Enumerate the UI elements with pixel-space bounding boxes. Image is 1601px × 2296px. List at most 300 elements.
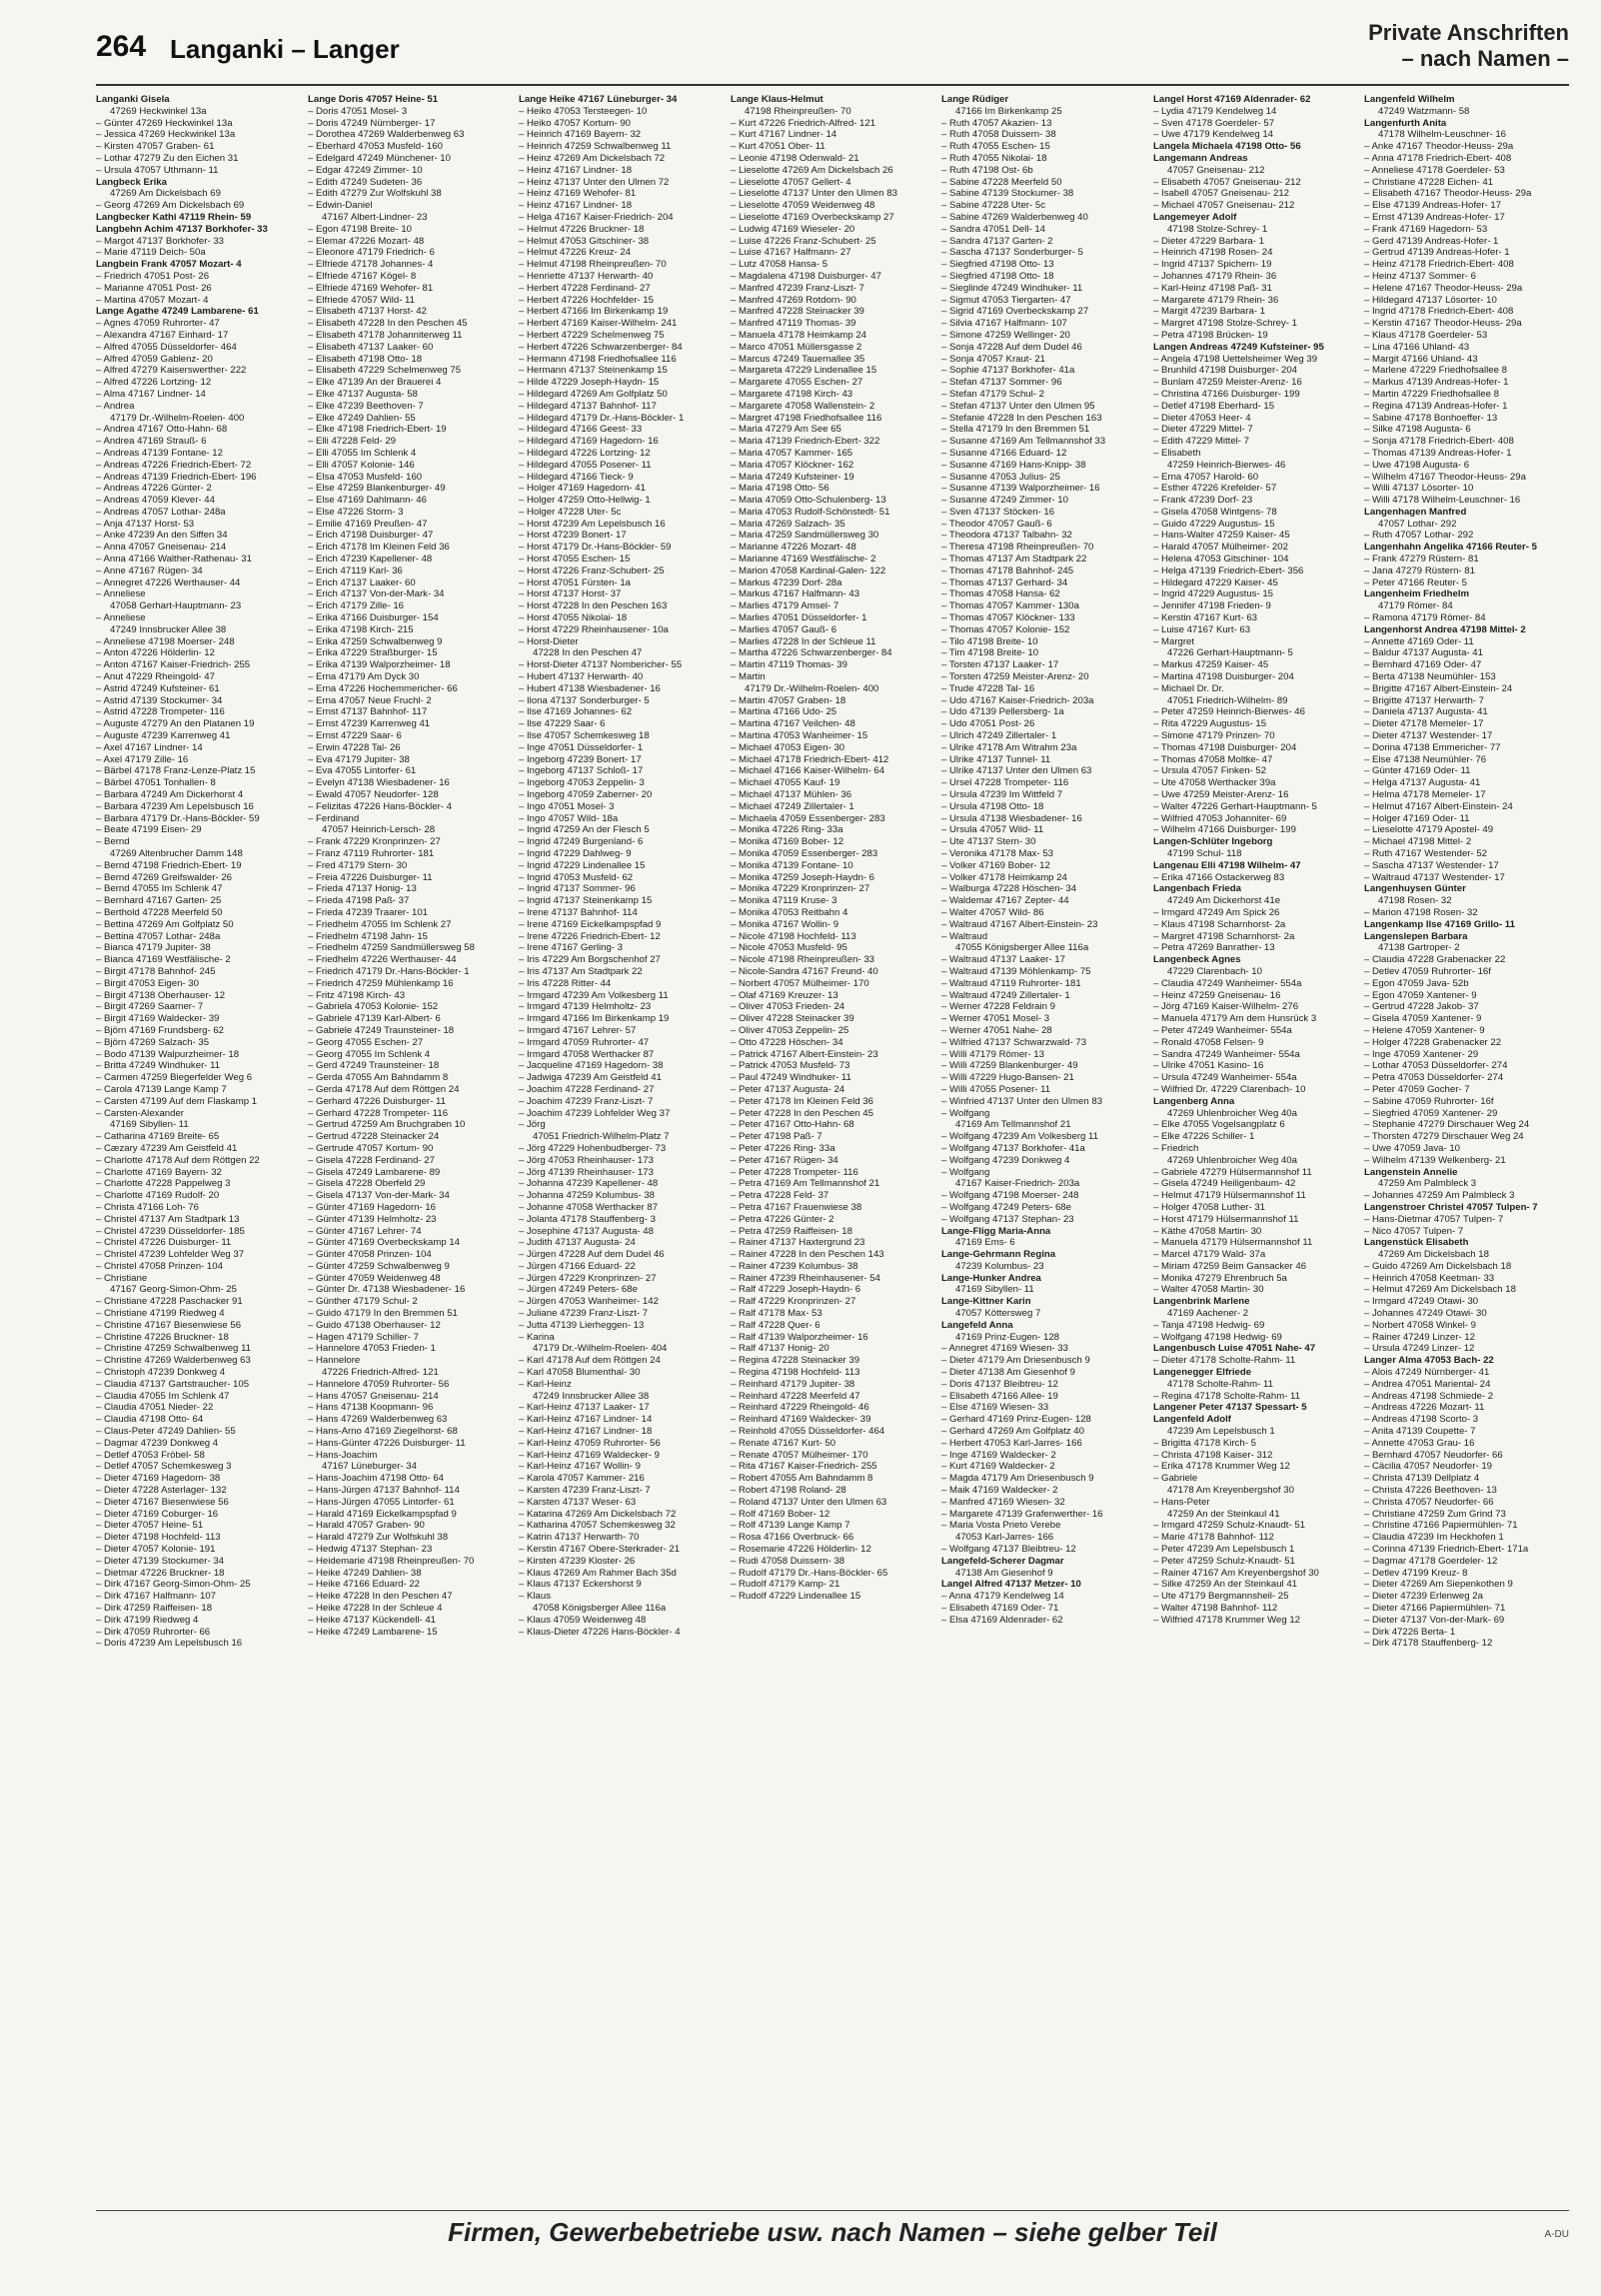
directory-entry: – Georg 47055 Im Schlenk 4 — [308, 1048, 431, 1060]
directory-entry: – Karsten 47239 Franz-Liszt- 7 — [519, 1485, 651, 1497]
directory-entry: – Marlies 47051 Düsseldorfer- 1 — [731, 612, 867, 624]
directory-entry: – Maria 47279 Am See 65 — [731, 424, 841, 436]
directory-column-3 — [519, 94, 724, 2092]
directory-entry: – Susanne 47169 Hans-Knipp- 38 — [941, 459, 1086, 471]
surname-heading: Langela Michaela 47198 Otto- 56 — [1153, 141, 1301, 153]
directory-entry: – Ruth 47198 Ost- 6b — [941, 164, 1033, 176]
directory-entry: – Roland 47137 Unter den Ulmen 63 — [731, 1496, 887, 1508]
directory-entry: – Helga 47139 Friedrich-Ebert- 356 — [1153, 565, 1304, 576]
directory-entry: – Lieselotte 47169 Overbeckskamp 27 — [731, 211, 894, 223]
directory-entry: – Ralf 47229 Joseph-Haydn- 6 — [731, 1284, 861, 1296]
directory-entry: – Irmgard 47249 Otawi- 30 — [1364, 1296, 1479, 1308]
directory-entry: – Egon 47059 Xantener- 9 — [1364, 989, 1477, 1001]
address-continuation: 47167 Kaiser-Friedrich- 203a — [955, 1178, 1080, 1190]
directory-entry: – Klaus 47198 Scharnhorst- 2a — [1153, 918, 1286, 930]
directory-entry: – Sieglinde 47249 Windhuker- 11 — [941, 282, 1083, 294]
directory-entry: – Agnes 47059 Ruhrorter- 47 — [96, 318, 220, 330]
address-continuation: 47259 Heinrich-Bierwes- 46 — [1167, 459, 1286, 471]
directory-entry: – Ruth 47055 Eschen- 15 — [941, 141, 1050, 153]
directory-entry: – Helena 47053 Gitschiner- 104 — [1153, 554, 1289, 566]
directory-entry: – Detlef 47053 Fröbel- 58 — [96, 1449, 205, 1461]
directory-entry: – Manfred 47119 Thomas- 39 — [731, 318, 856, 330]
directory-entry: – Elke 47055 Vogelsangplatz 6 — [1153, 1119, 1285, 1131]
directory-entry: – Lothar 47053 Düsseldorfer- 274 — [1364, 1060, 1508, 1072]
directory-entry: – Rudolf 47179 Dr.-Hans-Böckler- 65 — [731, 1567, 888, 1579]
directory-entry: – Gertrude 47057 Kortum- 90 — [308, 1142, 434, 1154]
directory-entry: – Friedhelm 47259 Sandmüllersweg 58 — [308, 942, 475, 954]
address-continuation: 47239 Am Lepelsbusch 1 — [1167, 1426, 1275, 1438]
directory-entry: – Bernd 47198 Friedrich-Ebert- 19 — [96, 859, 242, 871]
directory-entry: – Ingeborg 47053 Zeppelin- 3 — [519, 777, 645, 789]
directory-entry: – Norbert 47057 Mülheimer- 170 — [731, 977, 869, 989]
directory-entry: – Ulrike 47137 Tunnel- 11 — [941, 753, 1051, 765]
directory-entry: – Ronald 47058 Felsen- 9 — [1153, 1036, 1264, 1048]
address-continuation: 47179 Dr.-Wilhelm-Roelen- 400 — [745, 682, 879, 694]
address-continuation: 47167 Lüneburger- 34 — [322, 1461, 417, 1473]
directory-entry: – Simone 47179 Prinzen- 70 — [1153, 730, 1275, 742]
directory-entry: – Regina 47178 Scholte-Rahm- 11 — [1153, 1390, 1301, 1402]
directory-entry: – Klaus 47059 Weidenweg 48 — [519, 1614, 647, 1626]
surname-heading: Lange Agathe 47249 Lambarene- 61 — [96, 306, 259, 318]
directory-entry: – Dieter 47198 Hochfeld- 113 — [96, 1532, 221, 1544]
directory-entry: – Ingo 47057 Wild- 18a — [519, 812, 619, 824]
surname-heading: Langenheim Friedhelm — [1364, 588, 1470, 600]
directory-entry: – Sandra 47051 Dell- 14 — [941, 223, 1046, 235]
directory-entry: – Carsten-Alexander — [96, 1107, 184, 1119]
directory-entry: – Dieter 47167 Biesenwiese 56 — [96, 1496, 229, 1508]
directory-entry: – Günter 47139 Helmholtz- 23 — [308, 1213, 437, 1225]
directory-entry: – Maria 47057 Klöckner- 162 — [731, 459, 854, 471]
directory-entry: – Marlies 47179 Amsel- 7 — [731, 600, 839, 612]
directory-entry: – Catharina 47169 Breite- 65 — [96, 1131, 220, 1143]
directory-entry: – Andreas 47057 Lothar- 248a — [96, 506, 226, 518]
directory-entry: – Lieselotte 47059 Weidenweg 48 — [731, 200, 875, 212]
directory-entry: – Helene 47059 Xantener- 9 — [1364, 1024, 1485, 1036]
directory-entry: – Hedwig 47137 Stephan- 23 — [308, 1544, 433, 1556]
directory-entry: – Sven 47178 Goerdeler- 57 — [1153, 117, 1275, 129]
surname-heading: Langenegger Elfriede — [1153, 1367, 1252, 1379]
directory-entry: – Edith 47229 Mittel- 7 — [1153, 436, 1249, 448]
address-continuation: 47057 Gneisenau- 212 — [1167, 164, 1265, 176]
directory-entry: – Silke 47198 Augusta- 6 — [1364, 424, 1471, 436]
directory-entry: – Claudia 47249 Wanheimer- 554a — [1153, 977, 1302, 989]
surname-heading: Langenfurth Anita — [1364, 117, 1447, 129]
directory-entry: – Willi 47055 Posener- 11 — [941, 1083, 1051, 1095]
directory-entry: – Peter 47166 Reuter- 5 — [1364, 576, 1467, 588]
directory-entry: – Ute 47058 Werthacker 39a — [1153, 777, 1276, 789]
directory-entry: – Erika 47166 Ostackerweg 83 — [1153, 871, 1285, 883]
directory-entry: – Wolfgang 47239 Donkweg 4 — [941, 1154, 1070, 1166]
directory-entry: – Isabell 47057 Gneisenau- 212 — [1153, 188, 1290, 200]
directory-entry: – Walter 47057 Wild- 86 — [941, 906, 1044, 918]
directory-entry: – Hildegard 47269 Am Golfplatz 50 — [519, 388, 668, 400]
directory-entry: – Elli 47057 Kolonie- 146 — [308, 459, 415, 471]
directory-entry: – Nicole 47053 Musfeld- 95 — [731, 942, 847, 954]
directory-entry: – Judith 47137 Augusta- 24 — [519, 1237, 636, 1249]
directory-entry: – Hildegard 47137 Lösorter- 10 — [1364, 294, 1497, 306]
directory-entry: – Marion 47198 Rosen- 32 — [1364, 906, 1478, 918]
directory-entry: – Anneliese — [96, 588, 146, 600]
directory-entry: – Else 47138 Neumühler- 76 — [1364, 753, 1487, 765]
directory-entry: – Kirsten 47057 Graben- 61 — [96, 141, 215, 153]
directory-entry: – Dieter 47169 Coburger- 16 — [96, 1508, 219, 1520]
directory-entry: – Susanne 47169 Am Tellmannshof 33 — [941, 436, 1106, 448]
directory-entry: – Michael 47198 Mittel- 2 — [1364, 836, 1472, 848]
directory-entry: – Christa 47226 Beethoven- 13 — [1364, 1485, 1497, 1497]
directory-entry: – Friedhelm 47055 Im Schlenk 27 — [308, 918, 452, 930]
directory-entry: – Dieter 47139 Stockumer- 34 — [96, 1555, 224, 1567]
directory-entry: – Dieter 47057 Heine- 51 — [96, 1520, 204, 1532]
directory-entry: – Thorsten 47279 Dirschauer Weg 24 — [1364, 1131, 1524, 1143]
directory-entry: – Manfred 47169 Wiesen- 32 — [941, 1496, 1065, 1508]
directory-entry: – Ramona 47179 Römer- 84 — [1364, 612, 1486, 624]
directory-entry: – Horst-Dieter 47137 Nombericher- 55 — [519, 659, 683, 671]
directory-entry: – Monika 47167 Wollin- 9 — [731, 918, 839, 930]
directory-entry: – Andrea 47169 Strauß- 6 — [96, 436, 207, 448]
directory-entry: – Oliver 47228 Steinacker 39 — [731, 1013, 854, 1025]
directory-entry: – Michael 47055 Kauf- 19 — [731, 777, 840, 789]
directory-entry: – Jörg 47139 Rheinhauser- 173 — [519, 1166, 654, 1178]
directory-entry: – Marcus 47249 Tauernallee 35 — [731, 353, 865, 365]
directory-entry: – Uwe 47198 Augusta- 6 — [1364, 459, 1470, 471]
directory-entry: – Horst 47051 Fürsten- 1a — [519, 576, 631, 588]
directory-entry: – Frieda 47239 Traarer- 101 — [308, 906, 428, 918]
directory-entry: – Helma 47178 Memeler- 17 — [1364, 789, 1486, 801]
directory-entry: – Peter 47228 In den Peschen 45 — [731, 1107, 873, 1119]
directory-entry: – Hans-Joachim — [308, 1449, 378, 1461]
directory-entry: – Wolfgang 47239 Am Volkesberg 11 — [941, 1131, 1098, 1143]
directory-entry: – Jana 47279 Rüstern- 81 — [1364, 565, 1475, 576]
address-continuation: 47138 Am Giesenhof 9 — [955, 1567, 1053, 1579]
directory-entry: – Trude 47228 Tal- 16 — [941, 682, 1035, 694]
directory-entry: – Holger 47169 Oder- 11 — [1364, 812, 1470, 824]
directory-entry: – Alfred 47226 Lortzing- 12 — [96, 377, 212, 389]
directory-entry: – Torsten 47259 Meister-Arenz- 20 — [941, 671, 1089, 683]
directory-entry: – Manuela 47178 Heimkamp 24 — [731, 329, 866, 341]
directory-entry: – Martin 47229 Friedhofsallee 8 — [1364, 388, 1499, 400]
directory-entry: – Wolfgang 47198 Moerser- 248 — [941, 1190, 1079, 1202]
directory-entry: – Elisabeth 47057 Gneisenau- 212 — [1153, 176, 1301, 188]
directory-entry: – Reinhard 47229 Rheingold- 46 — [731, 1402, 869, 1414]
directory-entry: – Gerhard 47269 Am Golfplatz 40 — [941, 1426, 1084, 1438]
directory-entry: – Christel 47239 Lohfelder Weg 37 — [96, 1249, 245, 1261]
directory-entry: – Monika 47169 Bober- 12 — [731, 836, 844, 848]
directory-entry: – Anneliese 47198 Moerser- 248 — [96, 635, 235, 647]
directory-entry: – Wilhelm 47167 Theodor-Heuss- 29a — [1364, 471, 1526, 483]
directory-entry: – Friedrich 47179 Dr.-Hans-Böckler- 1 — [308, 965, 470, 977]
directory-entry: – Michaela 47059 Essenberger- 283 — [731, 812, 885, 824]
directory-entry: – Walter 47198 Bahnhof- 112 — [1153, 1603, 1278, 1614]
directory-entry: – Doris 47239 Am Lepelsbusch 16 — [96, 1638, 243, 1650]
directory-entry: – Werner 47228 Feldrain 9 — [941, 1001, 1055, 1013]
directory-entry: – Corinna 47139 Friedrich-Ebert- 171a — [1364, 1544, 1529, 1556]
directory-entry: – Irene 47167 Gerling- 3 — [519, 942, 623, 954]
directory-entry: – Stefan 47137 Unter den Ulmen 95 — [941, 400, 1095, 412]
directory-entry: – Dirk 47167 Halfmann- 107 — [96, 1591, 216, 1603]
surname-heading: Langenkamp Ilse 47169 Grillo- 11 — [1364, 918, 1515, 930]
directory-entry: – Christine 47269 Walderbenweg 63 — [96, 1355, 251, 1367]
directory-entry: – Stefanie 47228 In den Peschen 163 — [941, 412, 1102, 424]
directory-entry: – Sigrid 47169 Overbeckskamp 27 — [941, 306, 1089, 318]
address-continuation: 47179 Dr.-Wilhelm-Roelen- 404 — [533, 1343, 668, 1355]
directory-entry: – Hans-Jürgen 47055 Lintorfer- 61 — [308, 1496, 455, 1508]
directory-entry: – Stella 47179 In den Bremmen 51 — [941, 424, 1090, 436]
directory-entry: – Nicole-Sandra 47167 Freund- 40 — [731, 965, 878, 977]
surname-heading: Langen-Schlüter Ingeborg — [1153, 836, 1273, 848]
directory-entry: – Iris 47229 Am Borgschenhof 27 — [519, 954, 661, 966]
directory-entry: – Thomas 47057 Klöckner- 133 — [941, 612, 1075, 624]
directory-entry: – Hans-Jürgen 47137 Bahnhof- 114 — [308, 1485, 460, 1497]
directory-entry: – Holger 47228 Uter- 5c — [519, 506, 622, 518]
page-number: 264 — [96, 30, 147, 63]
directory-entry: – Gisela 47228 Oberfeld 29 — [308, 1178, 426, 1190]
directory-entry: – Dirk 47199 Riedweg 4 — [96, 1614, 199, 1626]
directory-column-1 — [96, 94, 301, 2092]
address-continuation: 47167 Georg-Simon-Ohm- 25 — [110, 1284, 237, 1296]
directory-entry: – Ursula 47198 Otto- 18 — [941, 800, 1044, 812]
directory-entry: – Elke 47226 Schiller- 1 — [1153, 1131, 1255, 1143]
directory-entry: – Heike 47228 In der Schleue 4 — [308, 1603, 443, 1614]
directory-entry: – Nicole 47198 Hochfeld- 113 — [731, 930, 856, 942]
surname-heading: Langenstück Elisabeth — [1364, 1237, 1469, 1249]
directory-entry: – Andreas 47226 Friedrich-Ebert- 72 — [96, 459, 252, 471]
directory-entry: – Bernd — [96, 836, 130, 848]
directory-entry: – Andreas 47059 Klever- 44 — [96, 495, 215, 507]
directory-entry: – Silke 47259 An der Steinkaul 41 — [1153, 1579, 1298, 1591]
directory-entry: – Brigitte 47137 Herwarth- 7 — [1364, 694, 1484, 706]
directory-entry: – Charlotte 47228 Pappelweg 3 — [96, 1178, 231, 1190]
directory-entry: – Astrid 47228 Trompeter- 116 — [96, 706, 225, 718]
directory-entry: – Ilona 47137 Sonderburger- 5 — [519, 694, 650, 706]
directory-entry: – Elke 47198 Friedrich-Ebert- 19 — [308, 424, 447, 436]
directory-entry: – Bettina 47057 Lothar- 248a — [96, 930, 221, 942]
address-continuation: 47249 Am Dickerhorst 41e — [1167, 895, 1281, 907]
directory-entry: – Elli 47228 Feld- 29 — [308, 436, 396, 448]
directory-entry: – Reinhard 47169 Waldecker- 39 — [731, 1414, 871, 1426]
surname-heading: Langenhagen Manfred — [1364, 506, 1467, 518]
directory-entry: – Edith 47279 Zur Wolfskuhl 38 — [308, 188, 442, 200]
directory-entry: – Astrid 47249 Kufsteiner- 61 — [96, 682, 220, 694]
address-continuation: 47228 In den Peschen 47 — [533, 647, 643, 659]
directory-entry: – Brigitte 47167 Albert-Einstein- 24 — [1364, 682, 1513, 694]
directory-entry: – Christine 47167 Biesenwiese 56 — [96, 1319, 242, 1331]
directory-entry: – Karl-Heinz — [519, 1378, 572, 1390]
directory-entry: – Margareta 47229 Lindenallee 15 — [731, 365, 877, 377]
directory-entry: – Werner 47051 Nahe- 28 — [941, 1024, 1052, 1036]
directory-entry: – Friedrich 47051 Post- 26 — [96, 270, 210, 282]
directory-entry: – Elisabeth 47167 Theodor-Heuss- 29a — [1364, 188, 1532, 200]
directory-entry: – Michael 47249 Zillertaler- 1 — [731, 800, 854, 812]
directory-entry: – Christiane 47199 Riedweg 4 — [96, 1308, 225, 1320]
surname-heading: Lange-Hunker Andrea — [941, 1272, 1041, 1284]
directory-entry: – Sabine 47178 Bonhoeffer- 13 — [1364, 412, 1498, 424]
directory-entry: – Brunhild 47198 Duisburger- 204 — [1153, 365, 1297, 377]
directory-column-7 — [1364, 94, 1569, 2092]
directory-entry: – Stefan 47179 Schul- 2 — [941, 388, 1044, 400]
directory-entry: – Alfred 47055 Düsseldorfer- 464 — [96, 341, 237, 353]
directory-entry: – Olaf 47169 Kreuzer- 13 — [731, 989, 838, 1001]
directory-entry: – Bernd 47055 Im Schlenk 47 — [96, 883, 223, 895]
directory-entry: – Petra 47198 Brücken- 19 — [1153, 329, 1268, 341]
directory-entry: – Erna 47057 Neue Fruchl- 2 — [308, 694, 432, 706]
directory-entry: – Helmut 47053 Gitschiner- 38 — [519, 235, 650, 247]
surname-heading: Lange-Gehrmann Regina — [941, 1249, 1056, 1261]
directory-entry: – Lieselotte 47179 Apostel- 49 — [1364, 824, 1494, 836]
directory-entry: – Frieda 47198 Paß- 37 — [308, 895, 410, 907]
directory-entry: – Björn 47169 Frundsberg- 62 — [96, 1024, 224, 1036]
directory-entry: – Maria 47053 Rudolf-Schönstedt- 51 — [731, 506, 890, 518]
directory-entry: – Erika 47166 Duisburger- 154 — [308, 612, 439, 624]
surname-heading: Lange Rüdiger — [941, 94, 1009, 105]
directory-entry: – Peter 47178 Im Kleinen Feld 36 — [731, 1095, 873, 1107]
directory-entry: – Michael 47053 Eigen- 30 — [731, 741, 845, 753]
directory-entry: – Susanne 47053 Julius- 25 — [941, 471, 1060, 483]
directory-entry: – Ralf 47228 Quer- 6 — [731, 1319, 820, 1331]
directory-entry: – Erwin 47228 Tal- 26 — [308, 741, 401, 753]
directory-entry: – Michael 47137 Mühlen- 36 — [731, 789, 852, 801]
directory-entry: – Horst 47239 Bonert- 17 — [519, 530, 627, 542]
directory-entry: – Felizitas 47226 Hans-Böckler- 4 — [308, 800, 452, 812]
directory-entry: – Hildegard 47229 Kaiser- 45 — [1153, 576, 1278, 588]
directory-entry: – Iris 47137 Am Stadtpark 22 — [519, 965, 643, 977]
directory-entry: – Günter 47167 Lehrer- 74 — [308, 1225, 422, 1237]
directory-entry: – Auguste 47239 Karrenweg 41 — [96, 730, 231, 742]
directory-entry: – Waltraud 47137 Westender- 17 — [1364, 871, 1505, 883]
directory-entry: – Egon 47198 Breite- 10 — [308, 223, 413, 235]
directory-entry: – Sandra 47137 Garten- 2 — [941, 235, 1053, 247]
directory-entry: – Thomas 47057 Kammer- 130a — [941, 600, 1079, 612]
directory-entry: – Dirk 47259 Raiffeisen- 18 — [96, 1603, 213, 1614]
directory-entry: – Johanne 47058 Werthacker 87 — [519, 1201, 659, 1213]
directory-entry: – Jadwiga 47239 Am Geistfeld 41 — [519, 1072, 662, 1084]
directory-entry: – Ralf 47229 Kronprinzen- 27 — [731, 1296, 856, 1308]
directory-entry: – Thomas 47058 Hansa- 62 — [941, 588, 1060, 600]
directory-entry: – Alma 47167 Lindner- 14 — [96, 388, 206, 400]
directory-entry: – Margret 47198 Scharnhorst- 2a — [1153, 930, 1295, 942]
directory-entry: – Hagen 47179 Schiller- 7 — [308, 1331, 419, 1343]
directory-entry: – Herbert 47226 Schwarzenberger- 84 — [519, 341, 683, 353]
address-continuation: 47269 Altenbrucher Damm 148 — [110, 848, 243, 859]
directory-entry: – Alfred 47279 Kaiserswerther- 222 — [96, 365, 247, 377]
directory-entry: – Paul 47249 Windhuker- 11 — [731, 1072, 851, 1084]
directory-entry: – Hildegard 47137 Bahnhof- 117 — [519, 400, 657, 412]
directory-entry: – Karl-Heinz 47198 Paß- 31 — [1153, 282, 1272, 294]
directory-entry: – Hannelore 47059 Ruhrorter- 56 — [308, 1378, 450, 1390]
directory-entry: – Harald 47169 Eickelkampspfad 9 — [308, 1508, 457, 1520]
directory-entry: – Jürgen 47228 Auf dem Dudel 46 — [519, 1249, 665, 1261]
directory-entry: – Baldur 47137 Augusta- 41 — [1364, 647, 1483, 659]
directory-entry: – Anneliese 47178 Goerdeler- 53 — [1364, 164, 1505, 176]
address-continuation: 47226 Gerhart-Hauptmann- 5 — [1167, 647, 1293, 659]
directory-entry: – Patrick 47053 Musfeld- 73 — [731, 1060, 850, 1072]
directory-entry: – Horst 47179 Dr.-Hans-Böckler- 59 — [519, 542, 672, 554]
directory-entry: – Jürgen 47166 Eduard- 22 — [519, 1260, 636, 1272]
surname-heading: Langenbeck Agnes — [1153, 954, 1241, 966]
directory-entry: – Evelyn 47138 Wiesbadener- 16 — [308, 777, 450, 789]
directory-entry: – Gabriela 47053 Kolonie- 152 — [308, 1001, 439, 1013]
directory-entry: – Michael 47166 Kaiser-Wilhelm- 64 — [731, 765, 885, 777]
directory-entry: – Tanja 47198 Hedwig- 69 — [1153, 1319, 1265, 1331]
directory-entry: – Annegret 47226 Werthauser- 44 — [96, 576, 241, 588]
directory-entry: – Siegfried 47059 Xantener- 29 — [1364, 1107, 1498, 1119]
directory-entry: – Martina 47167 Veilchen- 48 — [731, 718, 855, 730]
directory-entry: – Günter 47269 Heckwinkel 13a — [96, 117, 233, 129]
address-continuation: 47269 Uhlenbroicher Weg 40a — [1167, 1154, 1297, 1166]
directory-entry: – Karl-Heinz 47059 Ruhrorter- 56 — [519, 1437, 661, 1449]
directory-entry: – Gerd 47249 Traunsteiner- 18 — [308, 1060, 440, 1072]
directory-entry: – Volker 47169 Bober- 12 — [941, 859, 1050, 871]
directory-entry: – Irmgard 47059 Ruhrorter- 47 — [519, 1036, 650, 1048]
directory-entry: – Monika 47119 Kruse- 3 — [731, 895, 837, 907]
directory-entry: – Rudolf 47229 Lindenallee 15 — [731, 1591, 861, 1603]
directory-entry: – Elisabeth 47229 Schelmenweg 75 — [308, 365, 462, 377]
surname-heading: Langemann Andreas — [1153, 152, 1248, 164]
directory-entry: – Klaus 47137 Eckershorst 9 — [519, 1579, 642, 1591]
directory-entry: – Lina 47166 Uhland- 43 — [1364, 341, 1470, 353]
directory-entry: – Anut 47229 Rheingold- 47 — [96, 671, 215, 683]
directory-entry: – Ursula 47239 Im Wittfeld 7 — [941, 789, 1063, 801]
directory-entry: – Markus 47167 Halfmann- 43 — [731, 588, 860, 600]
address-continuation: 47269 Am Dickelsbach 69 — [110, 188, 221, 200]
directory-entry: – Claudia 47198 Otto- 64 — [96, 1414, 204, 1426]
directory-entry: – Helmut 47269 Am Dickelsbach 18 — [1364, 1284, 1516, 1296]
directory-entry: – Dirk 47059 Ruhrorter- 66 — [96, 1626, 211, 1638]
directory-entry: – Gerhard 47228 Trompeter- 116 — [308, 1107, 449, 1119]
directory-entry: – Ingrid 47229 Lindenallee 15 — [519, 859, 646, 871]
directory-entry: – Klaus — [519, 1591, 551, 1603]
address-continuation: 47239 Kolumbus- 23 — [955, 1260, 1044, 1272]
directory-entry: – Waltraud 47119 Ruhrorter- 181 — [941, 977, 1081, 989]
directory-entry: – Jacqueline 47169 Hagedorn- 38 — [519, 1060, 664, 1072]
directory-entry: – Dieter 47137 Westender- 17 — [1364, 730, 1493, 742]
directory-entry: – Markus 47259 Kaiser- 45 — [1153, 659, 1269, 671]
directory-entry: – Christa 47198 Kaiser- 312 — [1153, 1449, 1273, 1461]
directory-entry: – Holger 47259 Otto-Hellwig- 1 — [519, 495, 651, 507]
address-continuation: 47269 Am Dickelsbach 18 — [1378, 1249, 1489, 1261]
directory-entry: – Margarete 47139 Grafenwerther- 16 — [941, 1508, 1103, 1520]
directory-entry: – Sabine 47228 Uter- 5c — [941, 200, 1045, 212]
directory-entry: – Hans-Joachim 47198 Otto- 64 — [308, 1473, 444, 1485]
directory-entry: – Alexandra 47167 Einhard- 17 — [96, 329, 229, 341]
directory-entry: – Waltraud 47139 Möhlenkamp- 75 — [941, 965, 1091, 977]
directory-entry: – Emilie 47169 Preußen- 47 — [308, 518, 428, 530]
directory-entry: – Ruth 47057 Lothar- 292 — [1364, 530, 1474, 542]
directory-entry: – Magdalena 47198 Duisburger- 47 — [731, 270, 881, 282]
directory-entry: – Werner 47051 Mosel- 3 — [941, 1013, 1050, 1025]
directory-entry: – Monika 47139 Fontane- 10 — [731, 859, 853, 871]
directory-entry: – Christine 47259 Schwalbenweg 11 — [96, 1343, 252, 1355]
directory-entry: – Gertrud 47139 Andreas-Hofer- 1 — [1364, 247, 1510, 259]
directory-entry: – Karl-Heinz 47167 Lindner- 18 — [519, 1426, 653, 1438]
surname-heading: Lange Doris 47057 Heine- 51 — [308, 94, 439, 105]
directory-entry: – Marianne 47051 Post- 26 — [96, 282, 212, 294]
directory-entry: – Andreas 47198 Schmiede- 2 — [1364, 1390, 1494, 1402]
directory-entry: – Heinz 47137 Unter den Ulmen 72 — [519, 176, 670, 188]
address-continuation: 47198 Rheinpreußen- 70 — [745, 105, 851, 117]
directory-entry: – Gabriele 47279 Hülsermannshof 11 — [1153, 1166, 1312, 1178]
directory-entry: – Gabriele — [1153, 1473, 1198, 1485]
surname-heading: Langefeld Anna — [941, 1319, 1013, 1331]
directory-entry: – Inge 47059 Xantener- 29 — [1364, 1048, 1479, 1060]
directory-entry: – Christel 47239 Düsseldorfer- 185 — [96, 1225, 245, 1237]
directory-entry: – Maria 47057 Kammer- 165 — [731, 447, 853, 459]
directory-entry: – Peter 47259 Heinrich-Bierwes- 46 — [1153, 706, 1305, 718]
directory-entry: – Bernhard 47057 Neudorfer- 66 — [1364, 1449, 1503, 1461]
directory-entry: – Guido 47269 Am Dickelsbach 18 — [1364, 1260, 1512, 1272]
directory-entry: – Annegret 47169 Wiesen- 33 — [941, 1343, 1068, 1355]
directory-entry: – Karl 47058 Blumenthal- 30 — [519, 1367, 641, 1379]
directory-entry: – Joachim 47239 Franz-Liszt- 7 — [519, 1095, 654, 1107]
